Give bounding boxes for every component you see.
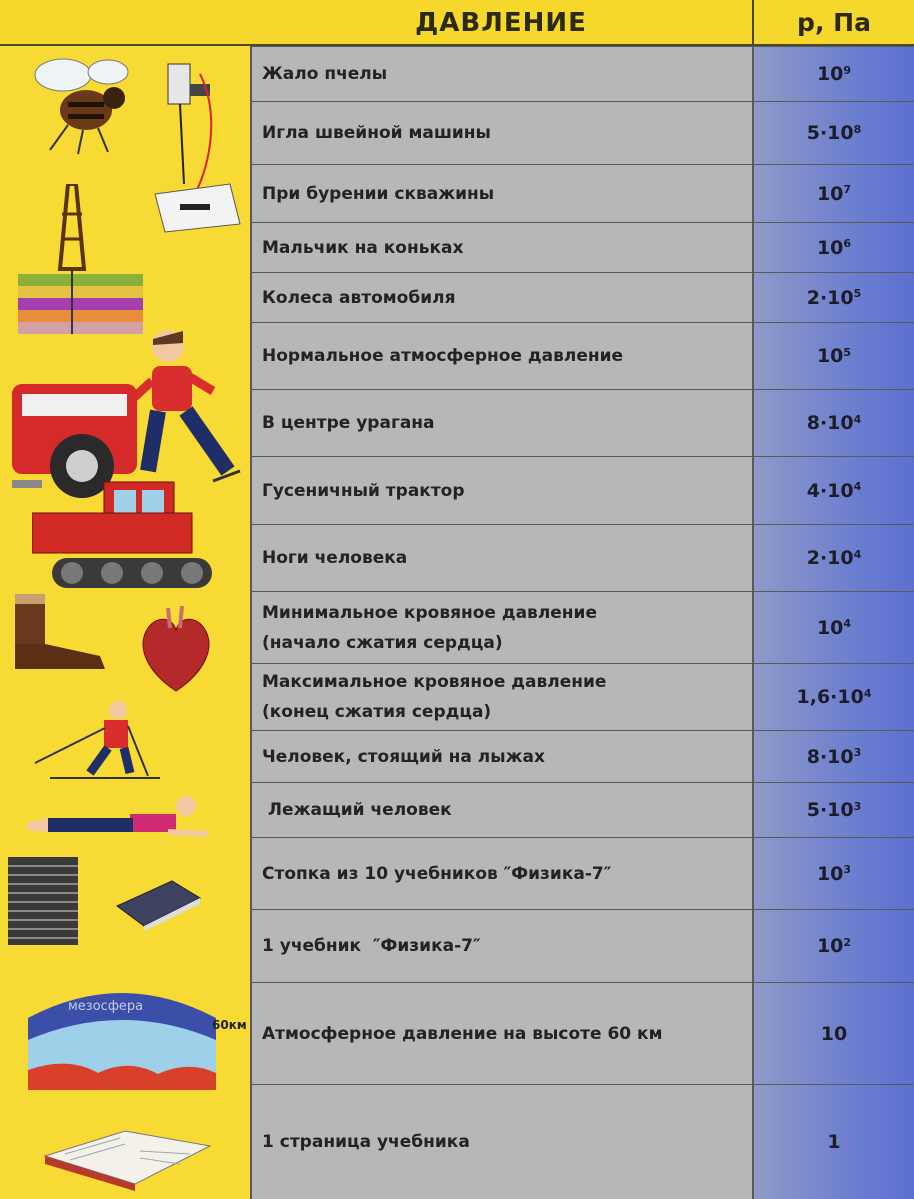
sewing-needle-illustration [150,54,245,234]
mesosphere-label: мезосфера [68,999,144,1014]
table-row [250,909,914,982]
row-value: 10 $^2$ [752,910,914,982]
row-value: 10 $^5$ [752,323,914,389]
row-name: 1 страница учебника [250,1085,752,1199]
lying-person-illustration [18,794,213,844]
row-value: 5· 10 $^8$ [752,102,914,164]
row-value: 10 $^3$ [752,838,914,909]
row-name: Гусеничный трактор [250,457,752,524]
row-name: Жало пчелы [250,47,752,101]
row-name: 1 учебник ″Физика-7″ [250,910,752,982]
row-value: 2· 10 $^4$ [752,525,914,591]
row-value: 8· 10 $^4$ [752,390,914,456]
pressure-table [250,46,914,1199]
row-name: Минимальное кровяное давление (начало сжатия сердца) [250,592,752,663]
table-row [250,730,914,782]
row-name: При бурении скважины [250,165,752,222]
row-value: 8· 10 $^3$ [752,731,914,782]
row-name: Атмосферное давление на высоте 60 км [250,983,752,1084]
bee-illustration [28,50,138,160]
header-title: ДАВЛЕНИЕ [415,8,587,38]
row-value: 10 $^4$ [752,592,914,663]
row-name: Ноги человека [250,525,752,591]
row-name: Лежащий человек [250,783,752,837]
row-value: 10 [752,983,914,1084]
table-row [250,591,914,663]
row-value: 1 [752,1085,914,1199]
table-row [250,164,914,222]
table-row [250,322,914,389]
row-name: Стопка из 10 учебников ″Физика-7″ [250,838,752,909]
table-row [250,389,914,456]
row-name: Максимальное кровяное давление (конец сжатия сердца) [250,664,752,730]
table-row [250,272,914,322]
row-value: 5· 10 $^3$ [752,783,914,837]
table-header [0,0,914,46]
row-value: 10 $^7$ [752,165,914,222]
row-name: Мальчик на коньках [250,223,752,272]
table-row [250,456,914,524]
row-value: 4· 10 $^4$ [752,457,914,524]
tractor-illustration [32,478,214,596]
mesosphere-illustration [28,978,216,1090]
altitude-label: 60км [212,1018,247,1032]
table-row [250,663,914,730]
table-row [250,524,914,591]
table-row [250,222,914,272]
row-value: 10 $^6$ [752,223,914,272]
table-row [250,101,914,164]
table-row [250,46,914,101]
open-book-illustration [40,1106,215,1191]
row-value: 1,6· 10 $^4$ [752,664,914,730]
skier-illustration [30,698,180,783]
row-value: 2· 10 $^5$ [752,273,914,322]
header-unit: р, Па [752,0,914,44]
row-name: Человек, стоящий на лыжах [250,731,752,782]
table-row [250,837,914,909]
book-stack-illustration [8,852,83,947]
oil-rig-illustration [18,184,143,334]
row-name: Колеса автомобиля [250,273,752,322]
row-name: В центре урагана [250,390,752,456]
table-row [250,1084,914,1199]
table-row [250,782,914,837]
heart-illustration [136,606,216,696]
table-row [250,982,914,1084]
single-book-illustration [112,876,202,931]
illustration-strip [0,46,250,1199]
row-name: Игла швейной машины [250,102,752,164]
row-name: Нормальное атмосферное давление [250,323,752,389]
row-value: 10 $^9$ [752,47,914,101]
boots-illustration [10,594,110,674]
